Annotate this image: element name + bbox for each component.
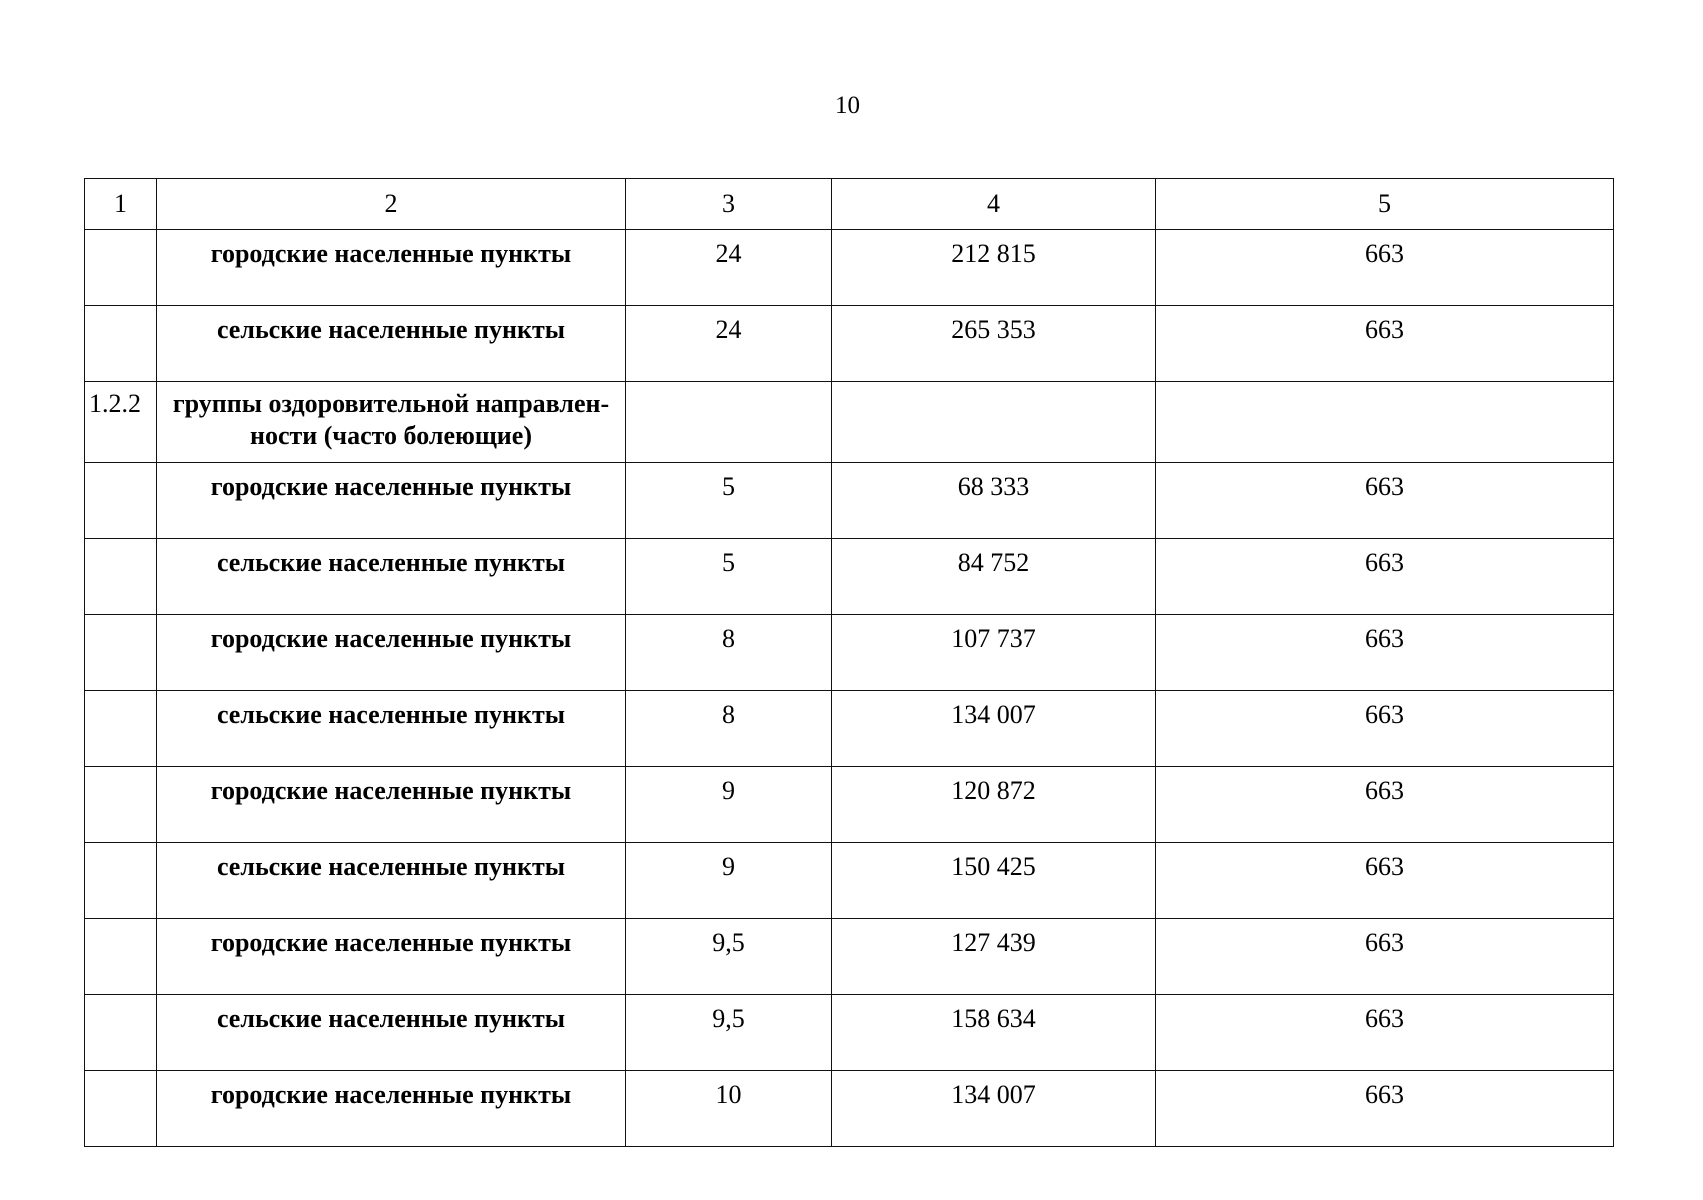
value-cell-col5: 663 [1156,691,1614,767]
value-cell-col5: 663 [1156,919,1614,995]
row-name-cell: городские населенные пункты [157,1071,626,1147]
column-header: 5 [1156,179,1614,230]
value-cell-col5: 663 [1156,230,1614,306]
value-cell-col5 [1156,382,1614,463]
value-cell-col4: 265 353 [832,306,1156,382]
value-cell-col4: 134 007 [832,691,1156,767]
value-cell-col4: 127 439 [832,919,1156,995]
section-title-cell: группы оздоровительной направлен-ности (часто болеющие) [157,382,626,463]
page-number: 10 [835,92,860,119]
table-row [85,230,1614,306]
value-cell-col4: 150 425 [832,843,1156,919]
row-name-cell: городские населенные пункты [157,919,626,995]
value-cell-col5: 663 [1156,463,1614,539]
value-cell-col3: 8 [626,691,832,767]
row-number-cell [85,995,157,1071]
row-number-cell [85,767,157,843]
section-number-cell: 1.2.2 [85,382,157,463]
row-name-cell: городские населенные пункты [157,767,626,843]
value-cell-col3: 9 [626,767,832,843]
value-cell-col4: 158 634 [832,995,1156,1071]
column-header: 3 [626,179,832,230]
table-row [85,1071,1614,1147]
value-cell-col4: 120 872 [832,767,1156,843]
value-cell-col5: 663 [1156,539,1614,615]
value-cell-col3: 5 [626,539,832,615]
row-number-cell [85,615,157,691]
table-row [85,463,1614,539]
value-cell-col3: 9 [626,843,832,919]
row-name-cell: сельские населенные пункты [157,995,626,1071]
value-cell-col3: 9,5 [626,995,832,1071]
value-cell-col5: 663 [1156,1071,1614,1147]
data-table [84,178,1614,1147]
row-number-cell [85,230,157,306]
table-row [85,995,1614,1071]
value-cell-col4: 134 007 [832,1071,1156,1147]
table-header-row [85,179,1614,230]
column-header: 4 [832,179,1156,230]
table-row [85,843,1614,919]
table-row [85,615,1614,691]
table-row [85,767,1614,843]
row-name-cell: сельские населенные пункты [157,843,626,919]
row-number-cell [85,843,157,919]
row-number-cell [85,463,157,539]
column-header: 2 [157,179,626,230]
value-cell-col3 [626,382,832,463]
value-cell-col4: 107 737 [832,615,1156,691]
row-name-cell: сельские населенные пункты [157,539,626,615]
value-cell-col3: 8 [626,615,832,691]
value-cell-col5: 663 [1156,767,1614,843]
value-cell-col3: 9,5 [626,919,832,995]
row-number-cell [85,919,157,995]
row-name-cell: городские населенные пункты [157,615,626,691]
value-cell-col5: 663 [1156,615,1614,691]
table-row [85,691,1614,767]
value-cell-col4: 68 333 [832,463,1156,539]
value-cell-col3: 24 [626,230,832,306]
table-row [85,919,1614,995]
row-name-cell: городские населенные пункты [157,230,626,306]
table-row [85,539,1614,615]
value-cell-col5: 663 [1156,995,1614,1071]
row-number-cell [85,691,157,767]
row-number-cell [85,539,157,615]
column-header: 1 [85,179,157,230]
row-number-cell [85,1071,157,1147]
row-name-cell: городские населенные пункты [157,463,626,539]
value-cell-col3: 10 [626,1071,832,1147]
table-row [85,306,1614,382]
value-cell-col3: 5 [626,463,832,539]
value-cell-col4: 84 752 [832,539,1156,615]
value-cell-col4 [832,382,1156,463]
value-cell-col5: 663 [1156,306,1614,382]
row-name-cell: сельские населенные пункты [157,691,626,767]
value-cell-col5: 663 [1156,843,1614,919]
value-cell-col4: 212 815 [832,230,1156,306]
value-cell-col3: 24 [626,306,832,382]
row-number-cell [85,306,157,382]
row-name-cell: сельские населенные пункты [157,306,626,382]
section-row [85,382,1614,463]
